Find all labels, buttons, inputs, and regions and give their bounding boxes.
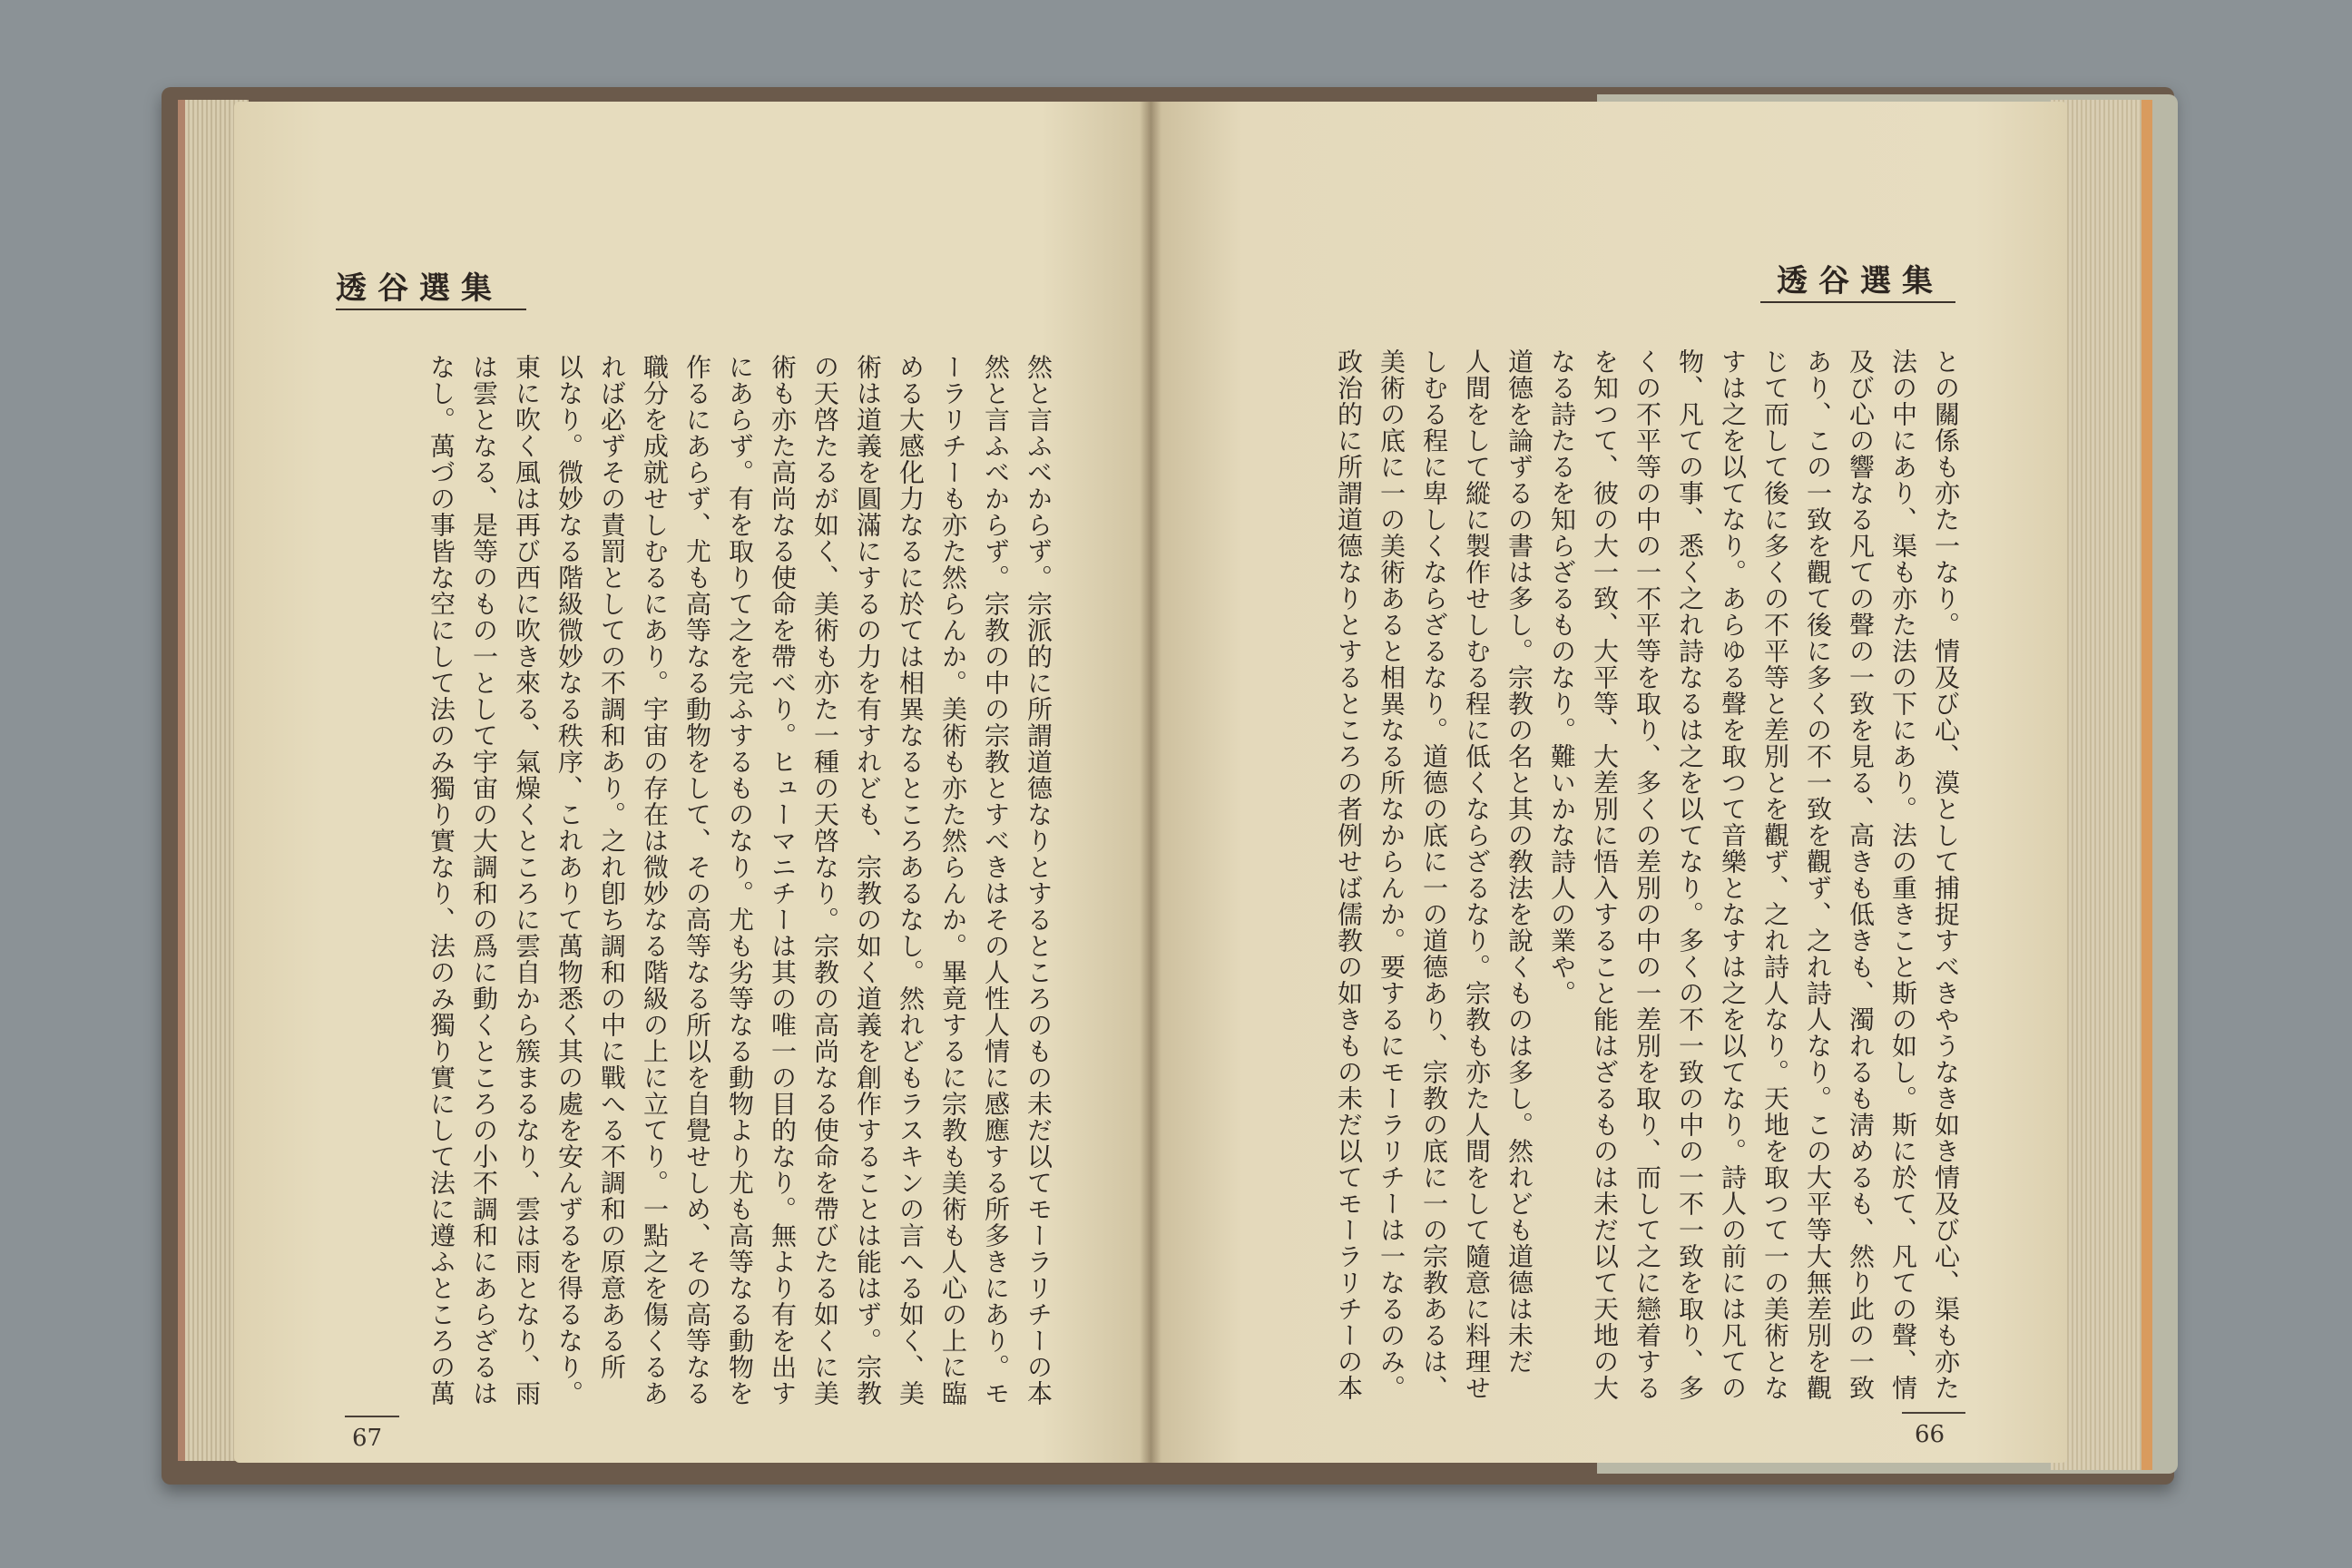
text-column: 然と言ふべからず。宗派的に所謂道德なりとするところのもの未だ以てモーラリチーの本 (1024, 354, 1054, 1406)
text-column: 術も亦た高尚なる使命を帶べり。ヒューマニチーは其の唯一の目的なり。無より有を出す (768, 354, 798, 1406)
text-column: 術は道義を圓滿にするの力を有すれども、宗教の如く道義を創作することは能はず。宗教 (853, 354, 883, 1406)
text-column: にあらず。有を取りて之を完ふするものなり。尤も劣等なる動物より尤も高等なる動物を (725, 354, 755, 1406)
text-column: あり、この一致を觀て後に多くの不一致を觀ず、之れ詩人なり。この大平等大無差別を觀 (1803, 348, 1833, 1401)
text-column: くの不平等の中の一不平等を取り、多くの差別の中の一差別を取り、而して之に戀着する (1632, 348, 1662, 1401)
text-column: は雲となる、是等のもの一として宇宙の大調和の爲に動くところの小不調和にあらざるは (469, 354, 499, 1406)
text-column: 物、凡ての事、悉く之れ詩なるは之を以てなり。多くの不一致の中の一不一致を取り、多 (1675, 348, 1705, 1401)
left-header-rule (336, 309, 526, 310)
text-column: じて而して後に多くの不平等と差別とを觀ず、之れ詩人なり。天地を取つて一の美術とな (1760, 348, 1790, 1401)
book-gutter (1140, 102, 1161, 1463)
text-column: との關係も亦た一なり。情及び心、漠として捕捉すべきやうなき如き情及び心、渠も亦た (1931, 348, 1961, 1401)
text-column: める大感化力なるに於ては相異なるところあるなし。然れどもラスキンの言へる如く、美 (896, 354, 926, 1406)
right-body-text (1250, 348, 1967, 1401)
left-body-text (352, 354, 1060, 1406)
left-page (234, 102, 1151, 1463)
text-column: すは之を以てなり。あらゆる聲を取つて音樂となすは之を以てなり。詩人の前には凡ての (1718, 348, 1748, 1401)
right-page-number-rule (1902, 1412, 1965, 1414)
text-column: 美術の底に一の美術あると相異なる所なからんか。要するにモーラリチーは一なるのみ。 (1377, 348, 1406, 1401)
text-column: なる詩たるを知らざるものなり。難いかな詩人の業や。 (1547, 348, 1577, 1006)
text-column: を知つて、彼の大一致、大平等、大差別に悟入すること能はざるものは未だ以て天地の大 (1590, 348, 1620, 1401)
text-column: ーラリチーも亦た然らんか。美術も亦た然らんか。畢竟するに宗教も美術も人心の上に臨 (938, 354, 968, 1406)
left-page-number: 67 (352, 1425, 383, 1452)
text-column: なし。萬づの事皆な空にして法のみ獨り實なり、法のみ獨り實にして法に遵ふところの萬 (426, 354, 456, 1406)
text-column: しむる程に卑しくならざるなり。道德の底に一の道德あり、宗教の底に一の宗教あるは、 (1419, 348, 1449, 1401)
text-column: 政治的に所謂道德なりとするところの者例せば儒教の如きもの未だ以てモーラリチーの本 (1334, 348, 1364, 1401)
text-column: 道德を論ずるの書は多し。宗教の名と其の敎法を說くものは多し。然れども道德は未だ (1504, 348, 1534, 1375)
text-column: 東に吹く風は再び西に吹き來る、氣燥くところに雲自から簇まるなり、雲は雨となり、雨 (512, 354, 542, 1406)
right-header-rule (1760, 301, 1955, 303)
left-running-header: 透谷選集 (336, 270, 503, 307)
text-column: 法の中にあり、渠も亦た法の下にあり。法の重きこと斯の如し。斯に於て、凡ての聲、情 (1888, 348, 1918, 1401)
text-column: 然と言ふべからず。宗教の中の宗教とすべきはその人性人情に感應する所多きにあり。モ (981, 354, 1011, 1406)
text-column: れば必ずその責罰としての不調和あり。之れ卽ち調和の中に戰へる不調和の原意ある所 (597, 354, 627, 1380)
right-page-number: 66 (1915, 1421, 1945, 1448)
right-running-header: 透谷選集 (1777, 263, 1944, 299)
right-page (1151, 102, 2067, 1463)
text-column: 職分を成就せしむるにあり。宇宙の存在は微妙なる階級の上に立てり。一點之を傷くるあ (640, 354, 670, 1406)
text-column: の天啓たるが如く、美術も亦た一種の天啓なり。宗教の高尚なる使命を帶びたる如くに美 (810, 354, 840, 1406)
left-page-number-rule (345, 1416, 399, 1417)
text-column: 人間をして縱に製作せしむる程に低くならざるなり。宗教も亦た人間をして隨意に料理せ (1462, 348, 1492, 1401)
text-column: 作るにあらず、尤も高等なる動物をして、その高等なる所以を自覺せしめ、その高等なる (682, 354, 712, 1406)
text-column: 及び心の響なる凡ての聲の一致を見る、高きも低きも、濁れるも淸めるも、然り此の一致 (1846, 348, 1876, 1401)
text-column: 以なり。微妙なる階級微妙なる秩序、これありて萬物悉く其の處を安んずるを得るなり。 (554, 354, 584, 1406)
